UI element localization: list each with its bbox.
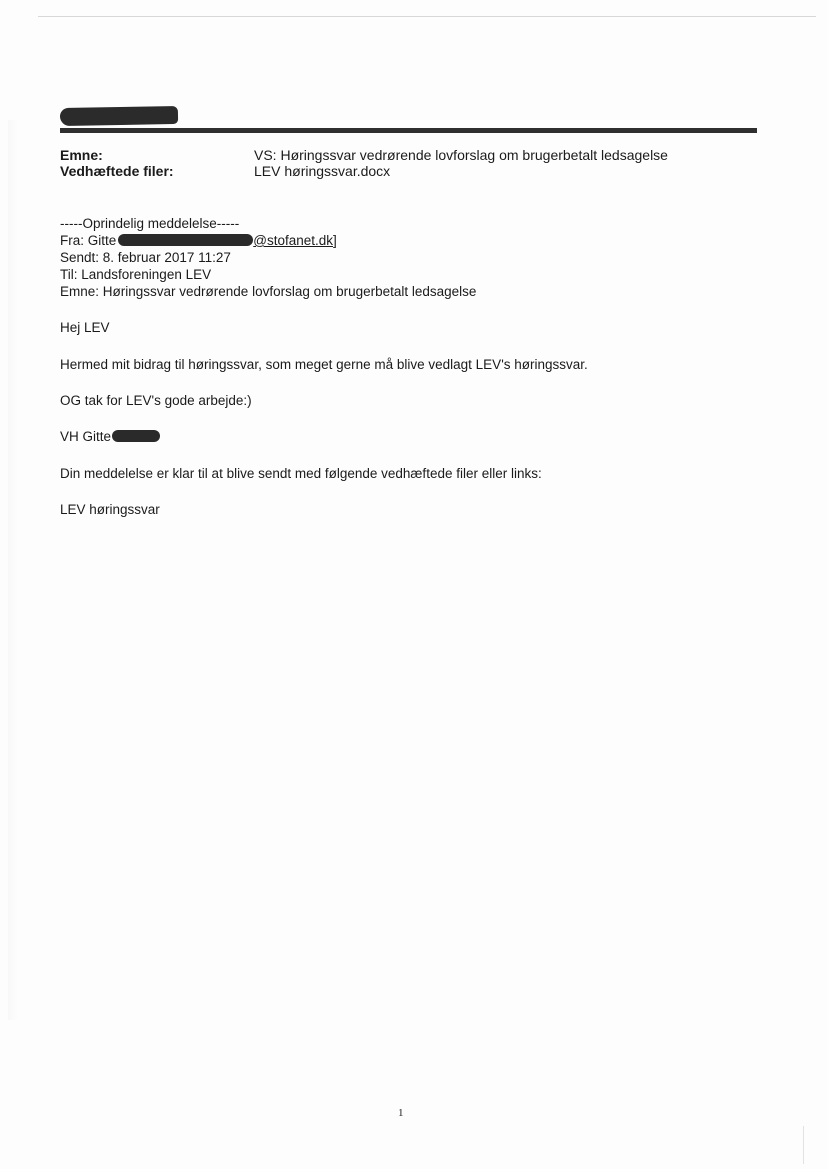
attachments-label: Vedhæftede filer: <box>60 163 174 179</box>
scan-mark <box>803 1126 804 1164</box>
redacted-sender-name <box>60 106 178 126</box>
from-prefix: Fra: Gitte <box>60 233 117 248</box>
scan-shadow <box>8 120 18 1020</box>
from-email-domain: @stofanet.dk <box>253 233 334 248</box>
signoff-prefix: VH Gitte <box>60 429 112 444</box>
subject-label: Emne: <box>60 147 103 163</box>
attachment-notice: Din meddelelse er klar til at blive sendt med følgende vedhæftede filer eller links: <box>60 466 542 481</box>
page-number: 1 <box>398 1107 404 1119</box>
original-subject-line: Emne: Høringssvar vedrørende lovforslag om brugerbetalt ledsagelse <box>60 284 477 299</box>
from-bracket: ] <box>333 233 337 248</box>
to-line: Til: Landsforeningen LEV <box>60 267 212 282</box>
redacted-surname <box>112 430 160 442</box>
original-message-separator: -----Oprindelig meddelelse----- <box>60 216 240 231</box>
body-paragraph-1: Hermed mit bidrag til høringssvar, som meget gerne må blive vedlagt LEV's høringssvar. <box>60 357 588 372</box>
greeting: Hej LEV <box>60 320 110 335</box>
body-paragraph-2: OG tak for LEV's gode arbejde:) <box>60 393 252 408</box>
scan-edge-line <box>38 16 816 17</box>
attachments-value: LEV høringssvar.docx <box>254 163 391 179</box>
sent-line: Sendt: 8. februar 2017 11:27 <box>60 250 231 265</box>
header-divider <box>60 128 757 133</box>
from-line <box>60 232 337 249</box>
subject-value: VS: Høringssvar vedrørende lovforslag om brugerbetalt ledsagelse <box>254 147 668 163</box>
redacted-email <box>118 234 253 246</box>
signoff-line <box>60 428 160 445</box>
attachment-name: LEV høringssvar <box>60 502 160 517</box>
